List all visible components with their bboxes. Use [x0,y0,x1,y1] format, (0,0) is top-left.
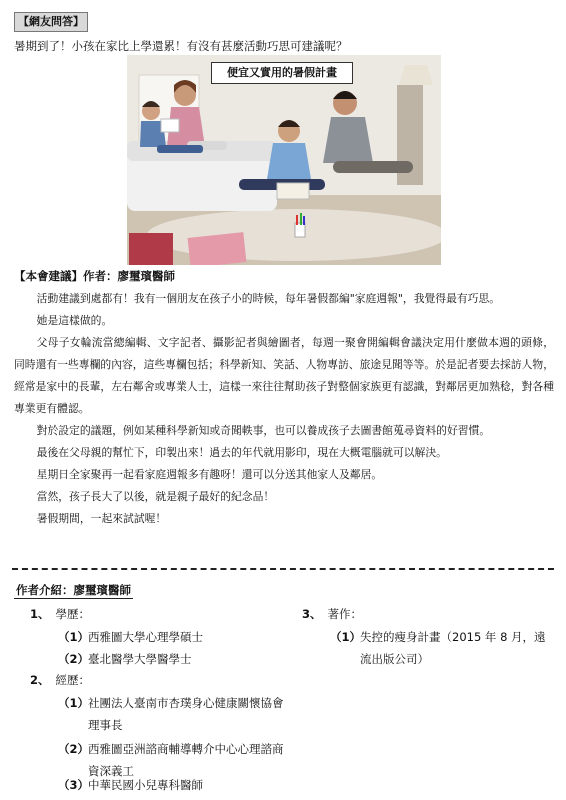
advice-heading: 【本會建議】作者：廖璽璸醫師 [14,269,175,283]
family-photo [127,55,441,265]
item-text: 中華民國小兒專科醫師 [88,778,203,792]
list-item [58,692,294,736]
list-item [330,626,556,670]
item-text: 臺北醫學大學醫學士 [88,652,192,666]
qa-tag: 【網友問答】 [14,12,88,32]
section-divider [12,568,554,570]
item-number: （2） [58,742,90,756]
experience-heading [30,672,90,688]
family-illustration [127,55,441,265]
item-text: 西雅圖亞洲諮商輔導轉介中心心理諮商資深義工 [88,742,284,778]
item-text: 社團法人臺南市杏璞身心健康關懷協會理事長 [88,696,284,732]
section-number: 2、 [30,673,50,687]
question-text: 暑期到了！小孩在家比上學還累！有沒有甚麼活動巧思可建議呢？ [14,39,348,53]
paragraph: 星期日全家聚再一起看家庭週報多有趣呀！還可以分送其他家人及鄰居。 [36,468,383,481]
list-item [58,648,298,670]
bio-title: 作者介紹：廖璽璸醫師 [16,583,131,597]
section-label: 學歷： [55,607,91,621]
paragraph: 當然，孩子長大了以後，就是親子最好的紀念品！ [36,490,275,503]
item-text: 失控的瘦身計畫（2015 年 8 月，遠流出版公司） [360,630,546,666]
advice-body [14,288,554,530]
works-heading [302,606,362,622]
item-number: （2） [58,652,90,666]
paragraph: 暑假期間，一起來試試喔！ [36,512,167,525]
item-number: （3） [58,778,90,792]
section-label: 著作： [327,607,363,621]
item-number: （1） [58,696,90,710]
section-label: 經歷： [55,673,91,687]
education-heading [30,606,90,622]
item-number: （1） [330,630,362,644]
section-number: 1、 [30,607,50,621]
paragraph: 最後在父母親的幫忙下，印製出來！過去的年代就用影印，現在大概電腦就可以解決。 [36,446,447,459]
paragraph: 父母子女輪流當總編輯、文字記者、攝影記者與繪圖者，每週一聚會開編輯會議決定用什麼做本週的頭條，同時還有一些專欄的內容，這些專欄包括；科學新知、笑話、人物專訪、旅途見聞等等。於是記者要去採訪人物，經常是家中的長輩，左右鄰舍或專業人士，這樣一來往往幫助孩子對整個家族更有認識，對鄰居更加熟稔，對各種專業更有體認。 [14,336,554,415]
paragraph: 對於設定的議題，例如某種科學新知或奇聞軼事，也可以養成孩子去圖書館蒐尋資料的好習慣。 [36,424,491,437]
paragraph: 她是這樣做的。 [36,314,113,327]
list-item [58,626,298,648]
list-item [58,774,298,796]
item-number: （1） [58,630,90,644]
paragraph: 活動建議到處都有！我有一個朋友在孩子小的時候，每年暑假都編"家庭週報"，我覺得最有巧思。 [36,292,501,305]
photo-caption: 便宜又實用的暑假計畫 [211,62,353,84]
section-number: 3、 [302,607,322,621]
item-text: 西雅圖大學心理學碩士 [88,630,203,644]
